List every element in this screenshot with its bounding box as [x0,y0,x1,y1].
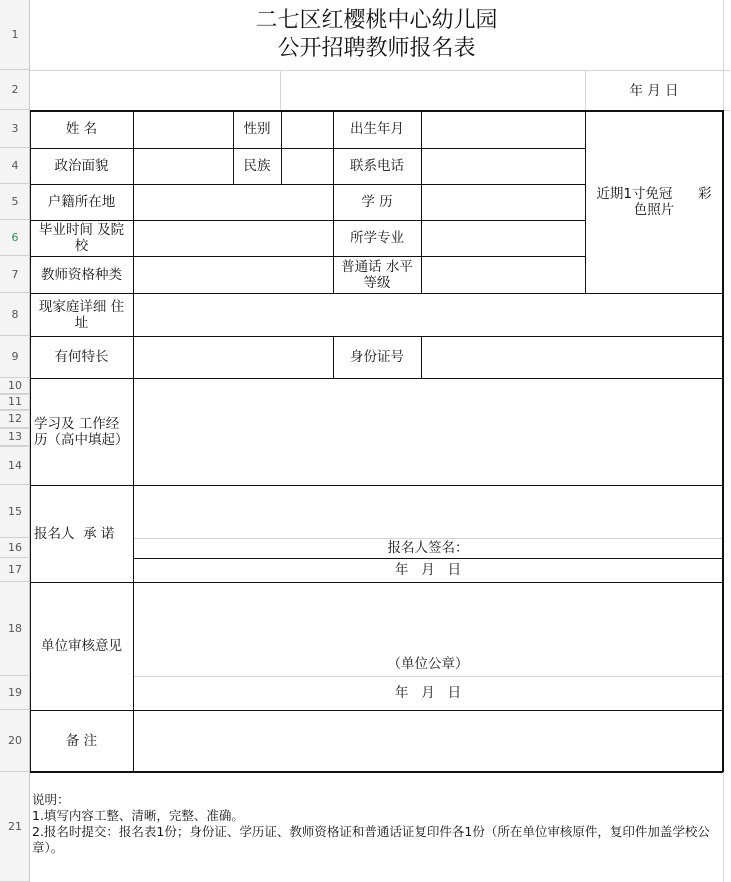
photo-box[interactable] [585,110,723,293]
row-header[interactable]: 17 [0,558,30,582]
row-header[interactable]: 14 [0,446,30,485]
label-mandarin: 普通话 水平等级 [341,258,413,291]
row-header[interactable]: 10 [0,378,30,394]
label-id-number: 身份证号 [350,349,404,365]
input-phone[interactable] [421,148,585,184]
input-id-number[interactable] [421,336,723,378]
row-header[interactable]: 9 [0,336,30,378]
grid-line [0,410,30,411]
input-name[interactable] [133,110,233,148]
label-ethnicity: 民族 [243,158,271,174]
input-birth[interactable] [421,110,585,148]
label-graduation: 毕业时间 及院校 [38,222,125,254]
label-politics: 政治面貌 [54,158,109,174]
row-header[interactable]: 20 [0,710,30,772]
label-birth: 出生年月 [350,121,404,137]
row-header[interactable]: 1 [0,0,30,70]
label-commitment: 报名人 承 诺 [34,525,115,542]
grid-line [280,70,281,110]
input-graduation[interactable] [133,220,333,256]
photo-label-2: 色照片 [633,201,675,218]
notes-item-2: 2.报名时提交：报名表1份；身份证、学历证、教师资格证和普通话证复印件各1份（所在单位审核原件，复印件加盖学校公章）。 [32,824,710,855]
label-education: 学 历 [361,194,393,210]
input-address[interactable] [133,293,723,336]
form-title [30,0,723,70]
input-remarks[interactable] [133,710,723,772]
label-major: 所学专业 [350,230,404,246]
row-header[interactable]: 13 [0,428,30,446]
label-remarks: 备 注 [65,733,98,749]
label-phone: 联系电话 [350,158,404,174]
row-header[interactable]: 7 [0,256,30,293]
unit-date[interactable]: 年 月 日 [394,685,462,701]
input-gender[interactable] [281,110,333,148]
label-teacher-cert: 教师资格种类 [41,266,122,283]
input-ethnicity[interactable] [281,148,333,184]
grid-line [30,70,730,71]
signature-date[interactable]: 年 月 日 [394,562,462,578]
input-household[interactable] [133,184,333,220]
row-header[interactable]: 16 [0,538,30,558]
title-line-2: 公开招聘教师报名表 [277,36,476,61]
row-header[interactable]: 21 [0,772,30,882]
label-address: 现家庭详细 住址 [38,298,125,331]
title-line-1: 二七区红樱桃中心幼儿园 [255,8,498,33]
label-specialty: 有何特长 [54,349,109,365]
input-politics[interactable] [133,148,233,184]
input-mandarin[interactable] [421,256,585,293]
row-header[interactable]: 3 [0,110,30,148]
label-experience: 学习及 工作经历（高中填起） [34,415,129,448]
row-header[interactable]: 5 [0,184,30,220]
row-header[interactable]: 6 [0,220,30,256]
row-header[interactable]: 19 [0,676,30,710]
label-name: 姓 名 [65,121,98,137]
label-unit-review: 单位审核意见 [41,638,122,654]
row-header[interactable]: 11 [0,394,30,410]
input-major[interactable] [421,220,585,256]
instructions [32,792,722,856]
input-education[interactable] [421,184,585,220]
row-header[interactable]: 4 [0,148,30,184]
row-header[interactable]: 18 [0,582,30,676]
input-teacher-cert[interactable] [133,256,333,293]
signature-label[interactable]: 报名人签名： [387,540,469,556]
label-household: 户籍所在地 [47,194,116,210]
unit-seal[interactable]: （单位公章） [387,656,469,672]
row-header[interactable]: 15 [0,485,30,538]
input-experience[interactable] [133,378,723,485]
row-header[interactable]: 8 [0,293,30,336]
grid-line [0,428,30,429]
row-header[interactable]: 12 [0,410,30,428]
notes-item-1: 1.填写内容工整、清晰，完整、准确。 [32,808,244,823]
grid-line [0,446,30,447]
grid-line [0,394,30,395]
notes-heading: 说明： [32,792,70,807]
input-specialty[interactable] [133,336,333,378]
label-gender: 性别 [243,121,271,137]
photo-label-1: 近期1寸免冠 彩 [596,185,712,202]
row-header[interactable]: 2 [0,70,30,110]
date-line[interactable]: 年 月 日 [629,83,679,99]
